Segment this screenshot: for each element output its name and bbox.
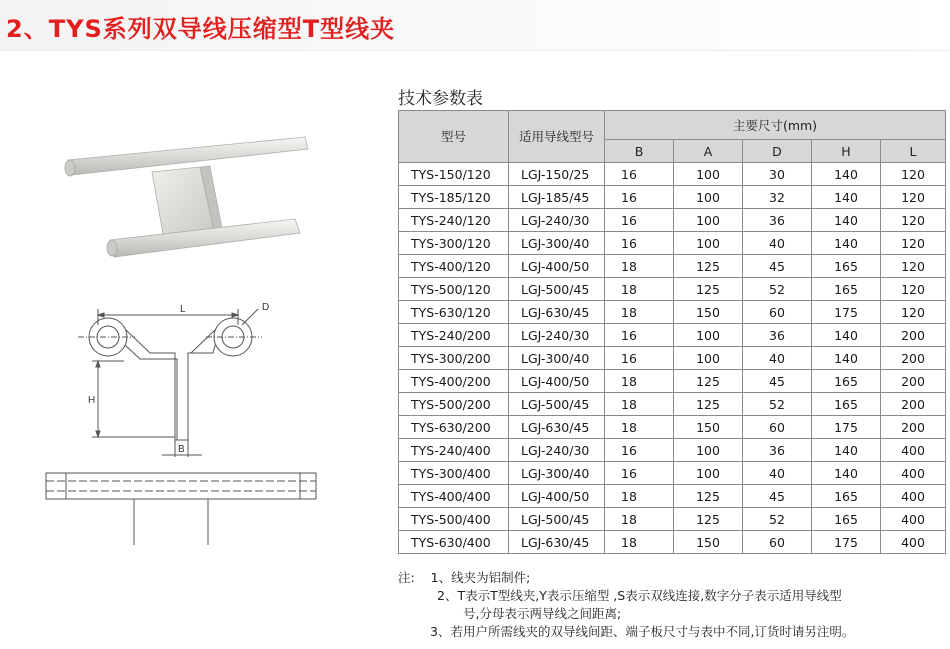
cell-h: 140 [812, 347, 881, 370]
notes [398, 569, 854, 641]
cell-model: TYS-400/120 [399, 255, 509, 278]
cell-h: 165 [812, 370, 881, 393]
cell-h: 175 [812, 531, 881, 554]
cell-conductor: LGJ-400/50 [509, 255, 605, 278]
col-header-model: 型号 [399, 111, 509, 163]
cell-model: TYS-300/120 [399, 232, 509, 255]
cell-l: 400 [881, 485, 946, 508]
cell-l: 200 [881, 347, 946, 370]
cell-a: 125 [674, 393, 743, 416]
dim-label-H: H [88, 395, 96, 406]
cell-h: 140 [812, 462, 881, 485]
cell-h: 165 [812, 393, 881, 416]
col-header-conductor: 适用导线型号 [509, 111, 605, 163]
cell-model: TYS-240/400 [399, 439, 509, 462]
cell-a: 100 [674, 439, 743, 462]
cell-d: 40 [743, 462, 812, 485]
cell-model: TYS-630/120 [399, 301, 509, 324]
technical-drawing [30, 295, 330, 555]
cell-conductor: LGJ-400/50 [509, 370, 605, 393]
cell-model: TYS-300/200 [399, 347, 509, 370]
note-2-cont [398, 605, 854, 623]
col-header-a: A [674, 140, 743, 163]
product-photo [60, 135, 310, 275]
cell-conductor: LGJ-240/30 [509, 209, 605, 232]
dim-label-B: B [178, 444, 185, 455]
cell-d: 52 [743, 278, 812, 301]
cell-h: 140 [812, 324, 881, 347]
cell-model: TYS-400/400 [399, 485, 509, 508]
cell-l: 200 [881, 370, 946, 393]
cell-a: 100 [674, 186, 743, 209]
cell-d: 45 [743, 255, 812, 278]
table-row [399, 347, 946, 370]
cell-l: 120 [881, 232, 946, 255]
cell-b: 18 [605, 278, 674, 301]
table-row [399, 485, 946, 508]
cell-conductor: LGJ-500/45 [509, 393, 605, 416]
cell-b: 18 [605, 531, 674, 554]
cell-a: 150 [674, 301, 743, 324]
dim-label-L: L [180, 304, 186, 315]
note-2 [398, 587, 854, 605]
cell-a: 125 [674, 508, 743, 531]
cell-l: 120 [881, 186, 946, 209]
cell-l: 400 [881, 462, 946, 485]
cell-h: 140 [812, 186, 881, 209]
cell-conductor: LGJ-630/45 [509, 416, 605, 439]
cell-a: 100 [674, 163, 743, 186]
cell-model: TYS-185/120 [399, 186, 509, 209]
cell-conductor: LGJ-240/30 [509, 439, 605, 462]
cell-model: TYS-500/400 [399, 508, 509, 531]
cell-a: 100 [674, 232, 743, 255]
table-row [399, 370, 946, 393]
page-title: 2、TYS系列双导线压缩型T型线夹 [6, 15, 396, 43]
cell-l: 400 [881, 531, 946, 554]
cell-d: 36 [743, 209, 812, 232]
cell-a: 100 [674, 324, 743, 347]
cell-b: 16 [605, 209, 674, 232]
cell-h: 165 [812, 485, 881, 508]
cell-b: 18 [605, 255, 674, 278]
col-header-d: D [743, 140, 812, 163]
cell-a: 125 [674, 370, 743, 393]
cell-l: 120 [881, 255, 946, 278]
cell-h: 175 [812, 301, 881, 324]
cell-conductor: LGJ-185/45 [509, 186, 605, 209]
cell-conductor: LGJ-630/45 [509, 531, 605, 554]
cell-d: 60 [743, 301, 812, 324]
cell-d: 52 [743, 393, 812, 416]
cell-b: 18 [605, 393, 674, 416]
cell-d: 60 [743, 416, 812, 439]
cell-b: 16 [605, 439, 674, 462]
note-1-text: 1、线夹为铝制件; [430, 570, 531, 585]
cell-h: 165 [812, 278, 881, 301]
cell-conductor: LGJ-500/45 [509, 278, 605, 301]
cell-model: TYS-240/200 [399, 324, 509, 347]
cell-a: 125 [674, 255, 743, 278]
cell-h: 175 [812, 416, 881, 439]
cell-a: 100 [674, 462, 743, 485]
cell-d: 40 [743, 232, 812, 255]
cell-l: 120 [881, 278, 946, 301]
cell-b: 18 [605, 370, 674, 393]
cell-d: 45 [743, 485, 812, 508]
table-row [399, 416, 946, 439]
cell-model: TYS-300/400 [399, 462, 509, 485]
cell-h: 165 [812, 255, 881, 278]
note-3 [398, 623, 854, 641]
cell-b: 18 [605, 508, 674, 531]
table-row [399, 186, 946, 209]
table-row [399, 255, 946, 278]
cell-d: 36 [743, 324, 812, 347]
cell-conductor: LGJ-300/40 [509, 232, 605, 255]
cell-b: 18 [605, 485, 674, 508]
cell-l: 120 [881, 301, 946, 324]
cell-l: 200 [881, 393, 946, 416]
cell-d: 30 [743, 163, 812, 186]
cell-a: 100 [674, 347, 743, 370]
cell-l: 200 [881, 416, 946, 439]
note-2-cont-text: 号,分母表示两导线之间距离; [463, 606, 622, 621]
cell-conductor: LGJ-400/50 [509, 485, 605, 508]
cell-d: 40 [743, 347, 812, 370]
table-row [399, 439, 946, 462]
cell-b: 16 [605, 186, 674, 209]
cell-model: TYS-500/120 [399, 278, 509, 301]
cell-conductor: LGJ-630/45 [509, 301, 605, 324]
note-3-text: 3、若用户所需线夹的双导线间距、端子板尺寸与表中不同,订货时请另注明。 [430, 624, 855, 639]
cell-conductor: LGJ-150/25 [509, 163, 605, 186]
cell-model: TYS-150/120 [399, 163, 509, 186]
dim-label-D: D [262, 302, 270, 313]
cell-conductor: LGJ-300/40 [509, 347, 605, 370]
cell-a: 125 [674, 485, 743, 508]
cell-a: 125 [674, 278, 743, 301]
cell-a: 150 [674, 531, 743, 554]
cell-model: TYS-500/200 [399, 393, 509, 416]
cell-h: 140 [812, 232, 881, 255]
col-header-h: H [812, 140, 881, 163]
notes-prefix: 注: [398, 570, 415, 585]
cell-b: 16 [605, 324, 674, 347]
cell-conductor: LGJ-240/30 [509, 324, 605, 347]
cell-h: 140 [812, 439, 881, 462]
cell-b: 16 [605, 232, 674, 255]
col-group-dimensions: 主要尺寸(mm) [605, 111, 946, 140]
cell-d: 45 [743, 370, 812, 393]
cell-l: 200 [881, 324, 946, 347]
cell-h: 165 [812, 508, 881, 531]
cell-h: 140 [812, 209, 881, 232]
cell-l: 120 [881, 163, 946, 186]
cell-a: 150 [674, 416, 743, 439]
cell-model: TYS-630/200 [399, 416, 509, 439]
cell-b: 18 [605, 301, 674, 324]
cell-l: 120 [881, 209, 946, 232]
table-row [399, 324, 946, 347]
cell-l: 400 [881, 508, 946, 531]
cell-model: TYS-240/120 [399, 209, 509, 232]
cell-d: 60 [743, 531, 812, 554]
spec-table [398, 110, 946, 554]
table-row [399, 232, 946, 255]
table-row [399, 462, 946, 485]
cell-conductor: LGJ-500/45 [509, 508, 605, 531]
table-row [399, 209, 946, 232]
cell-h: 140 [812, 163, 881, 186]
note-2-text: 2、T表示T型线夹,Y表示压缩型 ,S表示双线连接,数字分子表示适用导线型 [437, 588, 842, 603]
table-row [399, 301, 946, 324]
page-header [0, 0, 950, 51]
note-1 [398, 569, 854, 587]
table-row [399, 163, 946, 186]
col-header-b: B [605, 140, 674, 163]
cell-l: 400 [881, 439, 946, 462]
table-row [399, 508, 946, 531]
cell-model: TYS-400/200 [399, 370, 509, 393]
cell-b: 18 [605, 416, 674, 439]
cell-model: TYS-630/400 [399, 531, 509, 554]
cell-b: 16 [605, 347, 674, 370]
cell-b: 16 [605, 462, 674, 485]
cell-d: 32 [743, 186, 812, 209]
table-row [399, 531, 946, 554]
cell-b: 16 [605, 163, 674, 186]
table-row [399, 278, 946, 301]
table-row [399, 393, 946, 416]
table-caption: 技术参数表 [398, 89, 483, 109]
col-header-l: L [881, 140, 946, 163]
cell-d: 52 [743, 508, 812, 531]
cell-d: 36 [743, 439, 812, 462]
cell-conductor: LGJ-300/40 [509, 462, 605, 485]
cell-a: 100 [674, 209, 743, 232]
